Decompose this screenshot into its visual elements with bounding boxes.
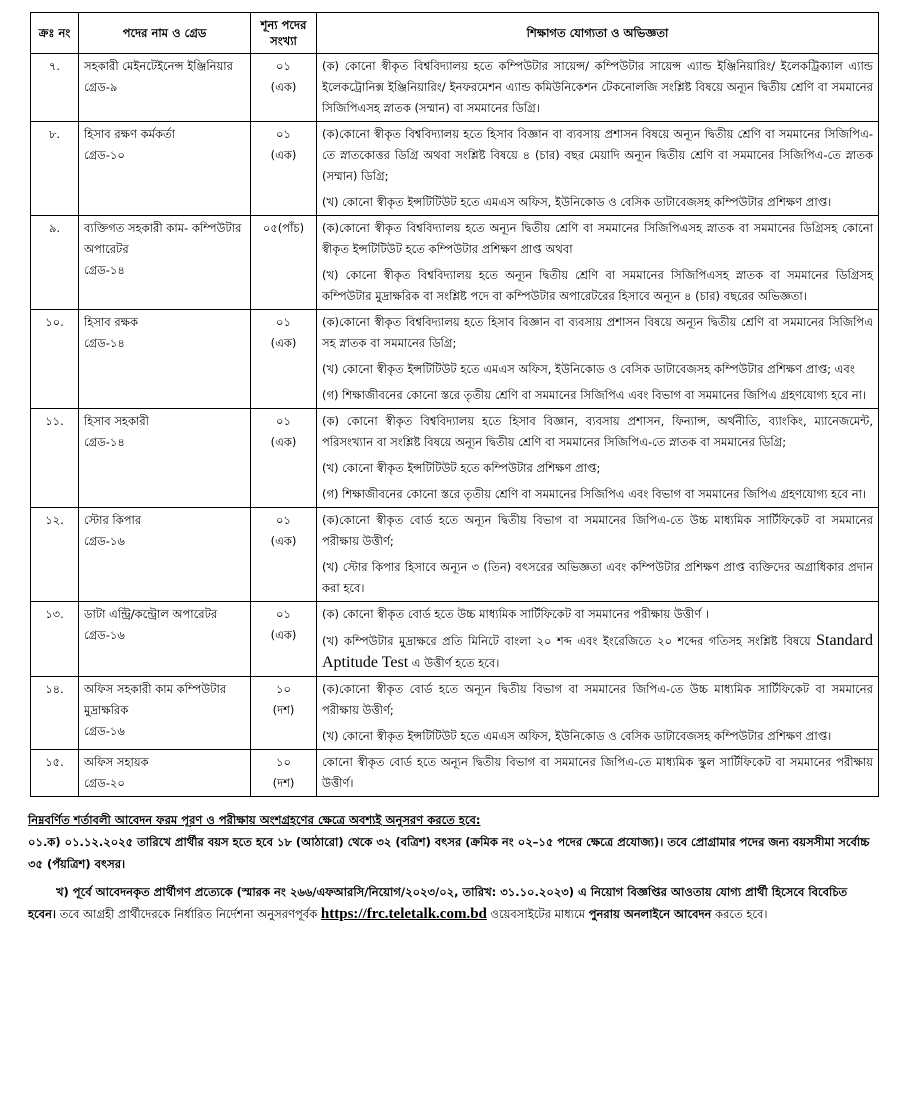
condition-previous-applicants	[28, 881, 872, 925]
cell-qualification	[317, 216, 879, 310]
cell-vacancy-count	[251, 750, 317, 797]
qualification-item	[322, 385, 873, 406]
qualification-item	[322, 726, 873, 747]
post-grade: গ্রেড-২০	[84, 776, 125, 790]
vacancy-words: (এক)	[270, 628, 297, 642]
conditions-section	[28, 809, 872, 925]
qualification-item	[322, 752, 873, 794]
post-grade: গ্রেড-১৪	[84, 435, 125, 449]
cell-vacancy-count	[251, 122, 317, 216]
vacancy-number: ১০	[276, 682, 291, 696]
post-grade: গ্রেড-৯	[84, 80, 118, 94]
post-name: হিসাব রক্ষক	[84, 315, 139, 329]
standard-aptitude-test: Standard Aptitude Test	[322, 632, 873, 671]
qualification-text: (ক) কোনো স্বীকৃত বোর্ড হতে উচ্চ মাধ্যমিক সার্টিফিকেট বা সমমানের পরীক্ষায় উত্তীর্ণ ।	[322, 607, 710, 621]
table-row	[31, 602, 879, 677]
cell-qualification	[317, 602, 879, 677]
qualification-text: (গ) শিক্ষাজীবনের কোনো স্তরে তৃতীয় শ্রেণি বা সমমানের সিজিপিএ এবং বিভাগ বা সমমানের জিপিএ গ্রহণযোগ্য হবে না।	[322, 487, 867, 501]
post-grade: গ্রেড-১৬	[84, 724, 125, 738]
document-page	[20, 12, 880, 925]
cell-post-name	[79, 409, 251, 508]
qualification-text: (ক)কোনো স্বীকৃত বিশ্ববিদ্যালয় হতে হিসাব বিজ্ঞান বা ব্যবসায় প্রশাসন বিষয়ে অন্যূন দ্বিতীয় শ্রেণি বা সমমানের সিজিপিএ সহ স্নাতক বা সমমানের ডিগ্রি;	[322, 315, 873, 350]
qualification-item	[322, 484, 873, 505]
cell-post-name	[79, 677, 251, 750]
cell-serial: ১৫.	[31, 750, 79, 797]
qualification-text: (খ) কোনো স্বীকৃত ইন্সটিটিউট হতে এমএস অফিস, ইউনিকোড ও বেসিক ডাটাবেজসহ কম্পিউটার প্রশিক্ষণ প্রাপ্ত।	[322, 729, 832, 743]
cell-qualification	[317, 310, 879, 409]
condition-age-bold: ০১.ক) ০১.১২.২০২৫ তারিখে প্রার্থীর বয়স হতে হবে ১৮ (আঠারো) থেকে ৩২ (বত্রিশ) বৎসর (ক্রমিক নং ০২–১৫ পদের ক্ষেত্রে প্রযোজ্য)।	[28, 835, 664, 849]
cell-qualification	[317, 677, 879, 750]
condition-reapply-bold: পুনরায় অনলাইনে আবেদন	[588, 907, 712, 921]
table-row	[31, 54, 879, 122]
qualification-item	[322, 56, 873, 119]
qualification-text: (ক) কোনো স্বীকৃত বিশ্ববিদ্যালয় হতে হিসাব বিজ্ঞান, ব্যবসায় প্রশাসন, ফিন্যান্স, অর্থনীতি, ব্যাংকিং, ম্যানেজমেন্ট, পরিসংখ্যান বা সংশ্লিষ্ট বিষয়ে অন্যূন দ্বিতীয় শ্রেণি বা সমমানের সিজিপিএ-তে স্নাতক বা সমমানের ডিগ্রি;	[322, 414, 873, 449]
cell-post-name	[79, 602, 251, 677]
cell-post-name	[79, 508, 251, 602]
cell-qualification	[317, 750, 879, 797]
post-name: সহকারী মেইনটেইনেন্স ইঞ্জিনিয়ার	[84, 59, 233, 73]
header-vacancy-count: শূন্য পদের সংখ্যা	[251, 13, 317, 54]
table-row	[31, 508, 879, 602]
qualification-text: (খ) স্টোর কিপার হিসাবে অন্যূন ৩ (তিন) বৎসরের অভিজ্ঞতা এবং কম্পিউটার প্রশিক্ষণ প্রাপ্ত ব্যক্তিদের অগ্রাধিকার প্রদান করা হবে।	[322, 560, 873, 595]
vacancy-words: (দশ)	[272, 776, 295, 790]
vacancy-words: (এক)	[270, 80, 297, 94]
vacancy-words: (এক)	[270, 435, 297, 449]
header-serial: ক্রঃ নং	[31, 13, 79, 54]
qualification-item	[322, 458, 873, 479]
qualification-item	[322, 630, 873, 674]
qualification-text: (ক)কোনো স্বীকৃত বিশ্ববিদ্যালয় হতে অন্যূন দ্বিতীয় শ্রেণি বা সমমানের সিজিপিএসহ স্নাতক বা সমমানের ডিগ্রিসহ কোনো স্বীকৃত ইন্সটিটিউট হতে কম্পিউটার প্রশিক্ষণ প্রাপ্ত অথবা	[322, 221, 873, 256]
condition-previous-mid: তবে আগ্রহী প্রার্থীদেরকে নির্ধারিত নির্দেশনা অনুসরণপূর্বক	[56, 907, 321, 921]
vacancy-number: ১০	[276, 755, 291, 769]
vacancy-number: ০১	[276, 513, 291, 527]
post-name: হিসাব সহকারী	[84, 414, 149, 428]
cell-qualification	[317, 54, 879, 122]
cell-serial: ১২.	[31, 508, 79, 602]
qualification-item	[322, 218, 873, 260]
qualification-item	[322, 265, 873, 307]
qualification-text: কোনো স্বীকৃত বোর্ড হতে অন্যূন দ্বিতীয় বিভাগ বা সমমানের জিপিএ-তে মাধ্যমিক স্কুল সার্টিফিকেট বা সমমানের পরীক্ষায় উত্তীর্ণ।	[322, 755, 873, 790]
condition-previous-after-url: ওয়েবসাইটের মাধ্যমে	[486, 907, 589, 921]
qualification-text: (ক)কোনো স্বীকৃত বোর্ড হতে অন্যূন দ্বিতীয় বিভাগ বা সমমানের জিপিএ-তে উচ্চ মাধ্যমিক সার্টিফিকেট বা সমমানের পরীক্ষায় উত্তীর্ণ;	[322, 682, 873, 717]
vacancy-number: ০১	[276, 414, 291, 428]
cell-vacancy-count	[251, 677, 317, 750]
cell-vacancy-count	[251, 602, 317, 677]
condition-previous-bold: খ) পূর্বে আবেদনকৃত প্রার্থীগণ প্রত্যেকে (স্মারক নং ২৬৬/এফআরসি/নিয়োগ/২০২৩/০২, তারিখ: ৩১.১০.২০২৩) এ নিয়োগ বিজ্ঞপ্তির আওতায় যোগ্য প্রার্থী হিসেবে বিবেচিত হবেন।	[28, 885, 848, 921]
application-website-link[interactable]: https://frc.teletalk.com.bd	[320, 906, 487, 922]
vacancy-words: (এক)	[270, 148, 297, 162]
cell-post-name	[79, 122, 251, 216]
cell-vacancy-count	[251, 216, 317, 310]
cell-vacancy-count	[251, 409, 317, 508]
vacancy-number: ০১	[276, 607, 291, 621]
qualification-item	[322, 312, 873, 354]
vacancy-number: ০১	[276, 59, 291, 73]
condition-age-rest: তবে প্রোগ্রামার পদের জন্য বয়সসীমা সর্বোচ্চ ৩৫ (পঁয়ত্রিশ) বৎসর।	[28, 835, 870, 871]
qualification-item	[322, 604, 873, 625]
post-name: ব্যক্তিগত সহকারী কাম- কম্পিউটার অপারেটর	[84, 221, 242, 256]
cell-vacancy-count	[251, 508, 317, 602]
vacancy-number: ০১	[276, 127, 291, 141]
table-row	[31, 216, 879, 310]
post-grade: গ্রেড-১৪	[84, 263, 125, 277]
qualification-text: (ক)কোনো স্বীকৃত বোর্ড হতে অন্যূন দ্বিতীয় বিভাগ বা সমমানের জিপিএ-তে উচ্চ মাধ্যমিক সার্টিফিকেট বা সমমানের পরীক্ষায় উত্তীর্ণ;	[322, 513, 873, 548]
cell-serial: ১৪.	[31, 677, 79, 750]
vacancy-number: ০৫(পাঁচ)	[262, 221, 305, 235]
table-row	[31, 122, 879, 216]
cell-post-name	[79, 310, 251, 409]
cell-post-name	[79, 216, 251, 310]
post-grade: গ্রেড-১৪	[84, 336, 125, 350]
qualification-text: (খ) কোনো স্বীকৃত ইন্সটিটিউট হতে এমএস অফিস, ইউনিকোড ও বেসিক ডাটাবেজসহ কম্পিউটার প্রশিক্ষণ প্রাপ্ত।	[322, 195, 832, 209]
table-body	[31, 54, 879, 797]
posts-table	[30, 12, 879, 797]
qualification-text: (গ) শিক্ষাজীবনের কোনো স্তরে তৃতীয় শ্রেণি বা সমমানের সিজিপিএ এবং বিভাগ বা সমমানের জিপিএ গ্রহণযোগ্য হবে না।	[322, 388, 867, 402]
qualification-item	[322, 679, 873, 721]
cell-serial: ৮.	[31, 122, 79, 216]
cell-post-name	[79, 750, 251, 797]
vacancy-words: (এক)	[270, 336, 297, 350]
cell-serial: ৭.	[31, 54, 79, 122]
cell-serial: ১৩.	[31, 602, 79, 677]
cell-vacancy-count	[251, 310, 317, 409]
qualification-text: (ক)কোনো স্বীকৃত বিশ্ববিদ্যালয় হতে হিসাব বিজ্ঞান বা ব্যবসায় প্রশাসন বিষয়ে অন্যূন দ্বিতীয় শ্রেণি বা সমমানের সিজিপিএ-তে স্নাতকোত্তর ডিগ্রি অথবা সংশ্লিষ্ট বিষয়ে ৪ (চার) বছর মেয়াদি অন্যূন দ্বিতীয় শ্রেণি বা সমমানের সিজিপিএ-তে স্নাতক (সম্মান) ডিগ্রি;	[322, 127, 873, 183]
table-row	[31, 310, 879, 409]
table-row	[31, 750, 879, 797]
cell-vacancy-count	[251, 54, 317, 122]
qualification-text: (খ) কোনো স্বীকৃত ইন্সটিটিউট হতে কম্পিউটার প্রশিক্ষণ প্রাপ্ত;	[322, 461, 601, 475]
post-name: স্টোর কিপার	[84, 513, 142, 527]
vacancy-words: (এক)	[270, 534, 297, 548]
cell-serial: ১১.	[31, 409, 79, 508]
post-grade: গ্রেড-১০	[84, 148, 125, 162]
qualification-item	[322, 359, 873, 380]
cell-serial: ৯.	[31, 216, 79, 310]
cell-post-name	[79, 54, 251, 122]
qualification-text: (খ) কম্পিউটার মুদ্রাক্ষরে প্রতি মিনিটে বাংলা ২০ শব্দ এবং ইংরেজিতে ২০ শব্দের গতিসহ সংশ্লিষ্ট বিষয়ে	[322, 634, 811, 648]
table-row	[31, 409, 879, 508]
cell-qualification	[317, 409, 879, 508]
header-qualification: শিক্ষাগত যোগ্যতা ও অভিজ্ঞতা	[317, 13, 879, 54]
qualification-tail: এ উত্তীর্ণ হতে হবে।	[411, 656, 500, 670]
vacancy-words: (দশ)	[272, 703, 295, 717]
post-grade: গ্রেড-১৬	[84, 534, 125, 548]
table-row	[31, 677, 879, 750]
post-name: অফিস সহকারী কাম কম্পিউটার মুদ্রাক্ষরিক	[84, 682, 227, 717]
condition-age	[28, 831, 872, 875]
qualification-item	[322, 557, 873, 599]
conditions-heading: নিম্নবর্ণিত শর্তাবলী আবেদন ফরম পূরণ ও পরীক্ষায় অংশগ্রহণের ক্ষেত্রে অবশ্যই অনুসরণ করতে হবে:	[28, 813, 481, 827]
qualification-item	[322, 124, 873, 187]
header-post-name: পদের নাম ও গ্রেড	[79, 13, 251, 54]
condition-previous-end: করতে হবে।	[711, 907, 768, 921]
qualification-text: (খ) কোনো স্বীকৃত ইন্সটিটিউট হতে এমএস অফিস, ইউনিকোড ও বেসিক ডাটাবেজসহ কম্পিউটার প্রশিক্ষণ প্রাপ্ত; এবং	[322, 362, 855, 376]
vacancy-number: ০১	[276, 315, 291, 329]
post-name: ডাটা এন্ট্রি/কন্ট্রোল অপারেটর গ্রেড-১৬	[84, 607, 218, 642]
qualification-text: (খ) কোনো স্বীকৃত বিশ্ববিদ্যালয় হতে অন্যূন দ্বিতীয় শ্রেণি বা সমমানের সিজিপিএসহ স্নাতক বা সমমানের ডিগ্রিসহ কম্পিউটার মুদ্রাক্ষরিক বা সংশ্লিষ্ট পদে বা কম্পিউটার অপারেটরের হিসাবে অন্যূন ৪ (চার) বছরের অভিজ্ঞতা।	[322, 268, 873, 303]
qualification-text: (ক) কোনো স্বীকৃত বিশ্ববিদ্যালয় হতে কম্পিউটার সায়েন্স/ কম্পিউটার সায়েন্স এ্যান্ড ইঞ্জিনিয়ারিং/ ইলেকট্রিক্যাল এ্যান্ড ইলেকট্রোনিক্স ইঞ্জিনিয়ারিং/ ইনফরমেশন এ্যান্ড কমিউনিকেশন টেকনোলজি সংশ্লিষ্ট বিষয়ে অন্যূন দ্বিতীয় শ্রেণি বা সমমানের সিজিপিএসহ স্নাতক (সম্মান) বা সমমানের ডিগ্রি।	[322, 59, 873, 115]
qualification-item	[322, 411, 873, 453]
cell-qualification	[317, 508, 879, 602]
post-name: অফিস সহায়ক	[84, 755, 149, 769]
cell-serial: ১০.	[31, 310, 79, 409]
cell-qualification	[317, 122, 879, 216]
qualification-item	[322, 192, 873, 213]
table-header-row	[31, 13, 879, 54]
post-name: হিসাব রক্ষণ কর্মকর্তা	[84, 127, 176, 141]
qualification-item	[322, 510, 873, 552]
